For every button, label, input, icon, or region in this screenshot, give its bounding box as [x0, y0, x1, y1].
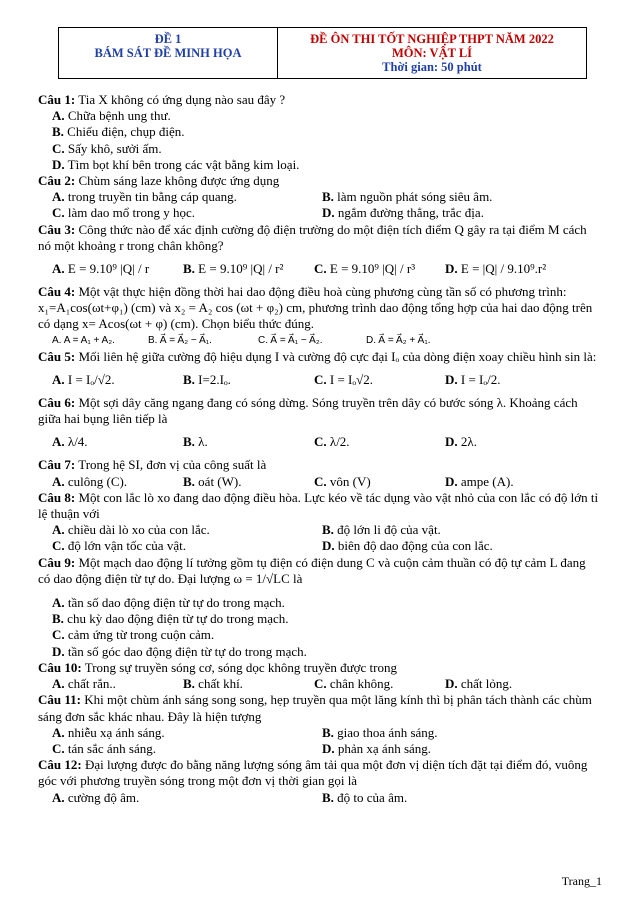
option-row: A. I = Iₒ/√2. B. I=2.Iₒ. C. I = Iₒ√2. D. I = Iₒ/2. — [52, 371, 501, 387]
option: C. cảm ứng từ trong cuộn cảm. — [52, 627, 215, 643]
question-7: Câu 7: Trong hệ SI, đơn vị của công suất là — [38, 457, 267, 473]
question-number: Câu 1: — [38, 92, 76, 107]
option-row: A. nhiễu xạ ánh sáng. B. giao thoa ánh sáng. — [52, 724, 438, 740]
exam-code: ĐỀ 1 — [154, 32, 182, 46]
question-8: Câu 8: Một con lắc lò xo đang dao động điều hòa. Lực kéo về tác dụng vào vật nhỏ của con lắc có độ lớn tỉ lệ thuận với — [38, 489, 599, 522]
option: D. Tìm bọt khí bên trong các vật bằng kim loại. — [52, 156, 300, 172]
option-row: C. độ lớn vận tốc của vật. D. biên độ dao động của con lắc. — [52, 538, 493, 554]
option-row: C. làm dao mổ trong y học. D. ngắm đường thẳng, trắc địa. — [52, 205, 484, 221]
header-right — [278, 28, 586, 78]
exam-title: ĐỀ ÔN THI TỐT NGHIỆP THPT NĂM 2022 — [310, 32, 554, 46]
option: B. Chiếu điện, chụp điện. — [52, 124, 185, 140]
question-4: Câu 4: Một vật thực hiện đồng thời hai dao động điều hoà cùng phương cùng tần số có phương trình: x₁=A₁cos(ωt+φ₁) (cm) và x₂ = A₂ cos (ωt + φ₂) cm, phương trình dao động tổng hợp của hai dao động trên có dạng x= Acos(ωt + φ) (cm). Chọn biểu thức đúng. — [38, 284, 593, 332]
option-row: A. culông (C). B. oát (W). C. vôn (V) D. ampe (A). — [52, 473, 514, 489]
option: C. Sấy khô, sưởi ấm. — [52, 140, 162, 156]
option-row: C. tán sắc ánh sáng. D. phản xạ ánh sáng. — [52, 740, 432, 756]
option-row: A. A = A₁ + A₂. B. A⃗ = A⃗₂ − A⃗₁. C. A⃗ = A⃗₁ − A⃗₂. D. A⃗ = A⃗₂ + A⃗₁. — [52, 334, 431, 346]
option-row: A. chất rắn.. B. chất khí. C. chân không. D. chất lỏng. — [52, 676, 513, 692]
page-number: Trang_1 — [561, 874, 602, 888]
question-9: Câu 9: Một mạch dao động lí tưởng gồm tụ điện có điện dung C và cuộn cảm thuần có độ tự cảm L đang có dao động điện từ tự do. Đại lượng ω = 1/√LC là — [38, 554, 586, 586]
question-list — [38, 92, 601, 806]
option-row: A. trong truyền tin bằng cáp quang. B. làm nguồn phát sóng siêu âm. — [52, 189, 493, 205]
question-2: Câu 2: Chùm sáng laze không được ứng dụng — [38, 173, 280, 189]
exam-subject: MÔN: VẬT LÍ — [391, 46, 473, 60]
question-text: Tia X không có ứng dụng nào sau đây ? — [75, 92, 286, 107]
question-6: Câu 6: Một sợi dây căng ngang đang có sóng dừng. Sóng truyền trên dây có bước sóng λ. Khoảng cách giữa hai bụng liên tiếp là — [38, 395, 578, 427]
question-3: Câu 3: Công thức nào để xác định cường độ điện trường do một điện tích điểm Q gây ra tại điểm M cách nó một khoảng r trong chân không? — [38, 221, 587, 253]
option: A. tần số dao động điện từ tự do trong mạch. — [52, 595, 285, 611]
option-row: A. chiều dài lò xo của con lắc. B. độ lớn li độ của vật. — [52, 522, 441, 538]
exam-time: Thời gian: 50 phút — [382, 60, 482, 74]
question-1 — [38, 92, 601, 108]
exam-subtitle: BÁM SÁT ĐỀ MINH HỌA — [94, 46, 242, 60]
question-12: Câu 12: Đại lượng được đo bằng năng lượng sóng âm tải qua một đơn vị diện tích đặt tại điểm đó, vuông góc với phương truyền sóng trong một đơn vị thời gian gọi là — [38, 757, 588, 789]
option-row: A. E = 9.10⁹ |Q| / r B. E = 9.10⁹ |Q| / r² C. E = 9.10⁹ |Q| / r³ D. E = |Q| / 9.10⁹.r² — [52, 260, 547, 276]
option: B. chu kỳ dao động điện từ tự do trong mạch. — [52, 611, 289, 627]
exam-header — [58, 27, 587, 79]
header-left — [59, 28, 278, 78]
question-10: Câu 10: Trong sự truyền sóng cơ, sóng dọc không truyền được trong — [38, 659, 397, 675]
option: D. tần số góc dao động điện từ tự do trong mạch. — [52, 643, 307, 659]
question-5: Câu 5: Mối liên hệ giữa cường độ hiệu dụng I và cường độ cực đại Iₒ của dòng điện xoay chiều hình sin là: — [38, 348, 597, 364]
option-row: A. cường độ âm. B. độ to của âm. — [52, 789, 408, 805]
question-11: Câu 11: Khi một chùm ánh sáng song song, hẹp truyền qua một lăng kính thì bị phân tách thành các chùm sáng đơn sắc khác nhau. Đây là hiện tượng — [38, 692, 592, 724]
option: A. Chữa bệnh ung thư. — [52, 108, 171, 124]
option-row: A. λ/4. B. λ. C. λ/2. D. 2λ. — [52, 434, 477, 450]
